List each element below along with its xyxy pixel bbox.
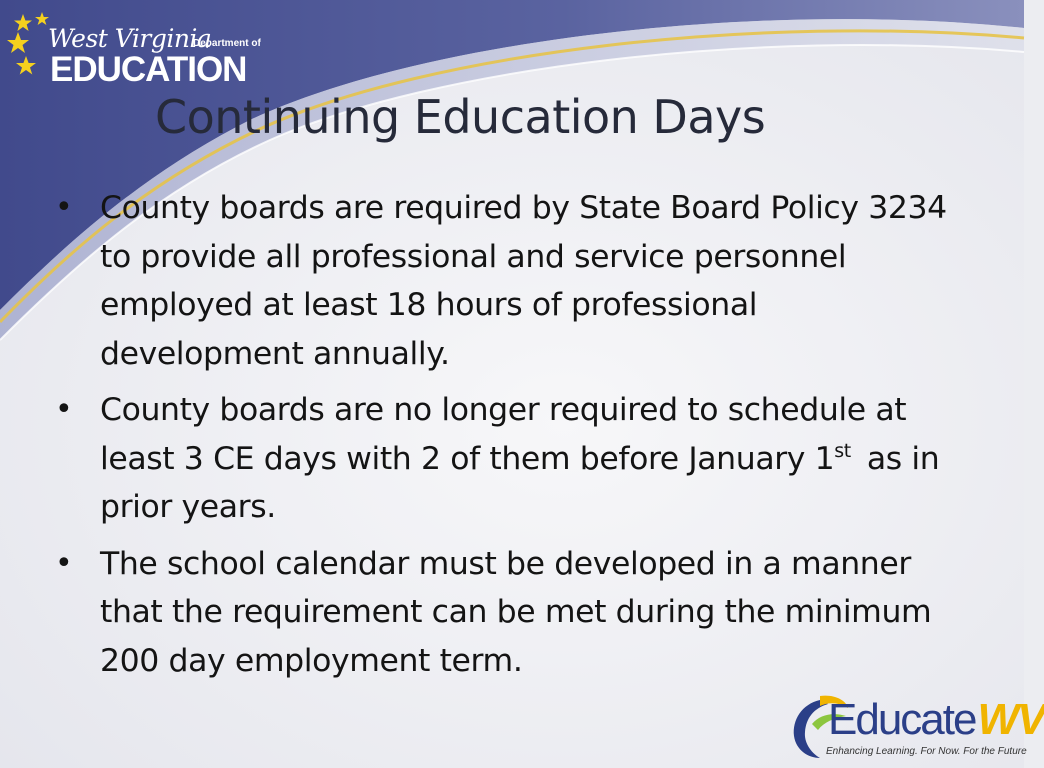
- educate-wv-wordmark: [828, 694, 1044, 746]
- bullet-item: [55, 184, 965, 378]
- bullet-text: County boards are required by State Board Policy 3234 to provide all professional and service personnel employed at least 18 hours of professional development annually.: [100, 190, 947, 372]
- logo-department-text: Department of: [193, 38, 261, 49]
- bullet-list: [55, 184, 965, 693]
- educate-wv-logo: [790, 694, 1044, 764]
- bullet-dot: •: [55, 190, 73, 225]
- ordinal-superscript: st: [834, 439, 851, 462]
- slide-title: Continuing Education Days: [155, 90, 766, 144]
- wordmark-educate: Educate: [828, 695, 976, 744]
- logo-script-text: West Virginia: [48, 24, 212, 53]
- bullet-dot: •: [55, 545, 73, 581]
- bullet-text-continued: as in prior years.: [100, 440, 940, 525]
- bullet-item: [55, 540, 965, 686]
- wv-department-of-education-logo: [8, 10, 261, 89]
- wordmark-wv: WV: [977, 695, 1044, 744]
- logo-tagline: Enhancing Learning. For Now. For the Future: [826, 746, 1027, 757]
- bullet-text: County boards are no longer required to schedule at least 3 CE days with 2 of them before January 1: [100, 392, 907, 477]
- logo-education-text: EDUCATION: [50, 50, 247, 89]
- bullet-dot: •: [55, 392, 73, 427]
- bullet-text: The school calendar must be developed in a manner that the requirement can be met during the minimum 200 day employment term.: [100, 545, 932, 679]
- bullet-item: [55, 386, 965, 532]
